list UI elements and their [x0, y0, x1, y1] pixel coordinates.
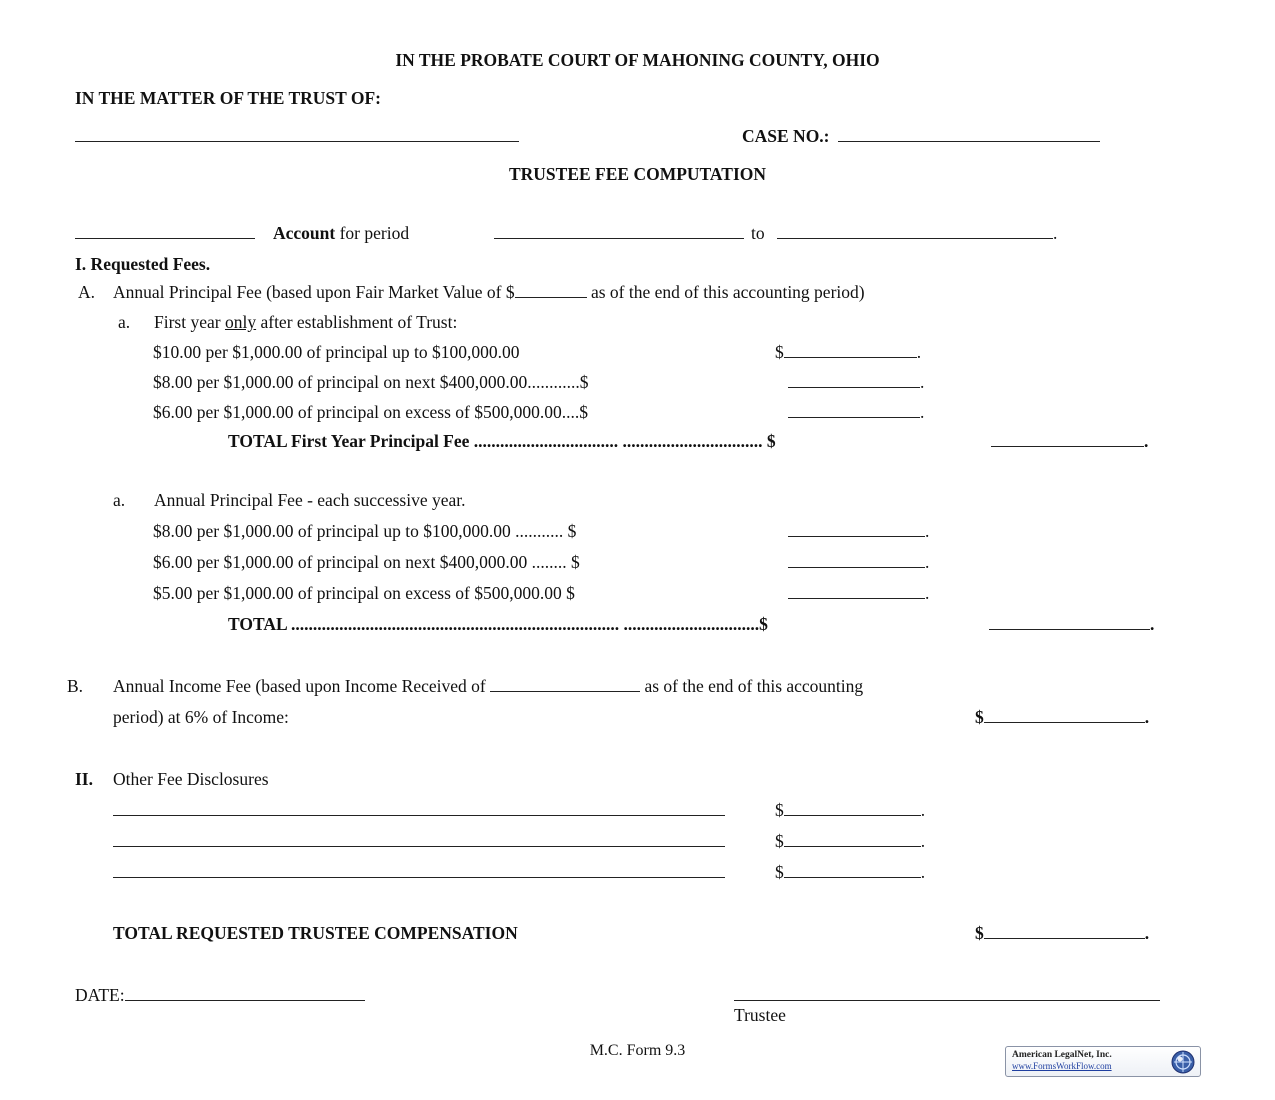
total-compensation-label: TOTAL REQUESTED TRUSTEE COMPENSATION: [113, 923, 518, 943]
for-period-label: for period: [339, 223, 410, 243]
other-fee-description-1[interactable]: [113, 800, 725, 820]
successive-year-label: a.: [113, 490, 126, 510]
section-2-label: II.: [75, 769, 93, 789]
period-start-field[interactable]: [494, 223, 744, 243]
matter-label: IN THE MATTER OF THE TRUST OF:: [75, 88, 381, 108]
globe-icon: [1170, 1049, 1196, 1075]
section-1-heading: I. Requested Fees.: [75, 254, 211, 274]
court-heading: IN THE PROBATE COURT OF MAHONING COUNTY, OHIO: [395, 50, 880, 70]
successive-row-3: $5.00 per $1,000.00 of principal on excess of $500,000.00 $: [153, 583, 575, 603]
first-year-label: a.: [118, 312, 131, 332]
first-year-heading: First year only after establishment of Trust:: [154, 312, 458, 332]
income-fee-amount[interactable]: $ .: [975, 707, 1150, 727]
account-period-line: [273, 223, 409, 243]
first-year-row-2-amount[interactable]: .: [788, 372, 924, 392]
trust-name-field[interactable]: [75, 126, 519, 146]
case-number-label: CASE NO.:: [742, 126, 830, 146]
date-field[interactable]: [125, 986, 365, 1001]
case-number-field[interactable]: [838, 127, 1100, 142]
successive-row-2: $6.00 per $1,000.00 of principal on next $400,000.00 ........ $: [153, 552, 580, 572]
annual-income-fee-text: Annual Income Fee (based upon Income Received of as of the end of this accounting: [113, 676, 864, 696]
first-year-row-3: $6.00 per $1,000.00 of principal on excess of $500,000.00....$: [153, 402, 588, 422]
section-b-label: B.: [67, 676, 84, 696]
annual-principal-fee-text: Annual Principal Fee (based upon Fair Market Value of $ as of the end of this accounting period): [113, 282, 865, 302]
case-number: [742, 126, 1100, 146]
first-year-total-label: TOTAL First Year Principal Fee ................................. ................................ $: [228, 431, 776, 451]
first-year-row-2: $8.00 per $1,000.00 of principal on next $400,000.00............$: [153, 372, 589, 392]
logo-url[interactable]: www.FormsWorkFlow.com: [1012, 1061, 1112, 1071]
successive-row-1-amount[interactable]: .: [788, 521, 929, 541]
successive-row-1: $8.00 per $1,000.00 of principal up to $100,000.00 ........... $: [153, 521, 577, 541]
first-year-row-1-amount[interactable]: $ .: [775, 342, 922, 362]
first-year-row-3-amount[interactable]: .: [788, 402, 924, 422]
account-ordinal-field[interactable]: [75, 223, 255, 243]
income-received-field[interactable]: [490, 677, 640, 692]
date-line: [75, 985, 365, 1005]
to-label: to: [751, 223, 765, 243]
first-year-row-1: $10.00 per $1,000.00 of principal up to $100,000.00: [153, 342, 520, 362]
form-number: M.C. Form 9.3: [589, 1042, 686, 1059]
trustee-label: Trustee: [734, 1005, 786, 1025]
section-a-label: A.: [78, 282, 96, 302]
fair-market-value-field[interactable]: [515, 283, 587, 298]
account-label: Account: [273, 223, 336, 243]
section-2-heading: Other Fee Disclosures: [113, 769, 269, 789]
other-fee-amount-3[interactable]: $ .: [775, 862, 926, 882]
successive-row-3-amount[interactable]: .: [788, 583, 929, 603]
income-fee-rate: period) at 6% of Income:: [113, 707, 289, 727]
date-label: DATE:: [75, 985, 125, 1005]
first-year-total-amount[interactable]: .: [991, 431, 1148, 451]
successive-total-amount[interactable]: .: [989, 614, 1154, 634]
successive-total-label: TOTAL ........................................................................... ...............................$: [228, 614, 768, 634]
other-fee-description-3[interactable]: [113, 862, 725, 882]
americanlegalnet-logo[interactable]: [1005, 1046, 1201, 1077]
other-fee-amount-1[interactable]: $ .: [775, 800, 926, 820]
trustee-signature-field[interactable]: [734, 985, 1160, 1005]
successive-row-2-amount[interactable]: .: [788, 552, 929, 572]
other-fee-description-2[interactable]: [113, 831, 725, 851]
successive-year-heading: Annual Principal Fee - each successive year.: [154, 490, 466, 510]
form-title: TRUSTEE FEE COMPUTATION: [508, 164, 767, 184]
logo-company-name: American LegalNet, Inc.: [1012, 1050, 1112, 1060]
other-fee-amount-2[interactable]: $ .: [775, 831, 926, 851]
period-end-field[interactable]: .: [777, 223, 1057, 243]
total-compensation-amount[interactable]: $ .: [975, 923, 1150, 943]
